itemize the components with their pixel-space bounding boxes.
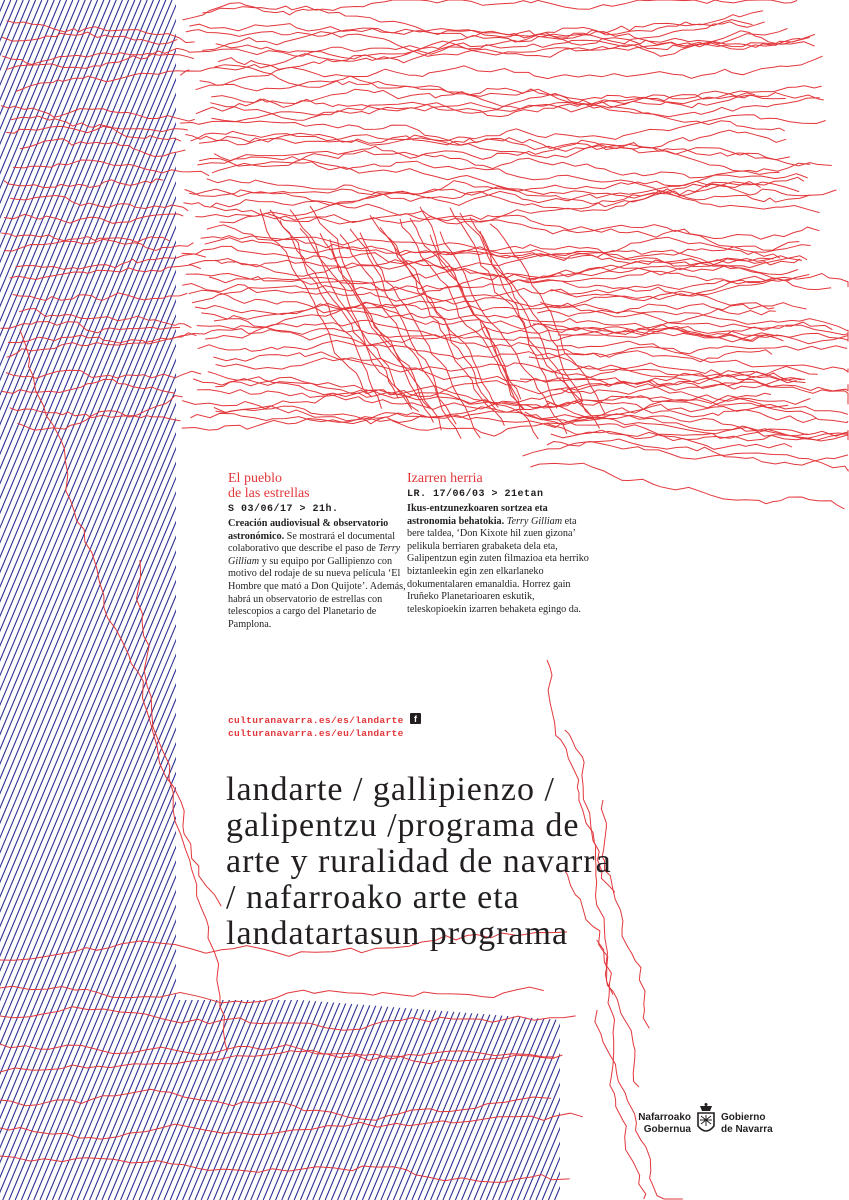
hatch-line [722,0,849,1200]
hatch-line [654,0,849,1200]
hatch-line [0,0,98,1200]
hatch-line [0,0,73,1200]
hatch-line [834,0,849,1200]
logo-left-text: Nafarroako Gobernua [638,1112,691,1135]
hatch-line [691,0,849,1200]
hatch-line [617,0,849,1200]
hatch-line [803,0,849,1200]
contour-line [0,1007,576,1030]
contour-line [210,103,784,131]
hatch-line [790,0,849,1200]
event-es-column [228,471,406,631]
contour-line [182,279,775,301]
contour-line [182,246,774,270]
hatch-line [623,0,849,1200]
hatch-line [0,0,141,1200]
hatch-line [0,0,178,1200]
contour-line [183,3,764,38]
hatch-line [772,0,849,1200]
hatch-line [0,0,160,1200]
hatch-line [821,0,849,1200]
hatch-line [759,0,849,1200]
hatch-line [666,0,849,1200]
hatch-line [660,0,849,1200]
hatch-line [741,0,849,1200]
navarra-coat-of-arms-icon [695,1102,717,1138]
hatch-line [0,0,116,1200]
hatch-line [610,0,849,1200]
contour-line [370,215,496,409]
hatch-line [629,0,849,1200]
link-es[interactable]: culturanavarra.es/es/landarte [228,715,404,726]
contour-line [189,275,809,313]
contour-line [207,163,811,205]
contour-line [595,1010,683,1199]
logo-right-text: Gobierno de Navarra [721,1112,773,1135]
contour-line [551,274,849,295]
hatch-line [679,0,849,1200]
hatch-line [604,0,849,1200]
contour-line [1,233,169,242]
hatch-line [703,0,849,1200]
hatch-line [0,0,36,1200]
hatch-line [784,0,849,1200]
hatch-line [796,0,849,1200]
event-es-description: Creación audiovisual & observatorio astronómico. Se mostrará el documental colaborativo que describe el paso de Terry Gilliam y su equipo por Gallipienzo con motivo del rodaje de su nueva película ‘El Hombre que mató a Don Quijote’. Además, habrá un observatorio de estrellas con telescopios a cargo del Planetario de Pamplona. [228,518,406,630]
headline: landarte / gallipienzo / galipentzu /programa de arte y ruralidad de navarra / nafarroako arte eta landatartasun programa [226,771,612,952]
hatch-line [840,0,849,1200]
contour-line [211,206,820,239]
contour-line [189,181,799,197]
hatch-line [672,0,849,1200]
hatch-line [641,0,849,1200]
hatch-line [716,0,849,1200]
contour-line [526,263,831,290]
event-eu-description: Ikus-entzunezkoaren sortzea eta astronomia behatokia. Terry Gilliam eta bere taldea, ‘Don Kixote hil zuen gizona’ pelikula berriaren grabaketa dela eta, Galipentzun egin zuten filmazioa eta herriko biztanleekin egin zen elkarlaneko dokumentalaren emanaldia. Horrez gain Iruñeko Planetarioaren eskutik, teleskopioekin izarren behaketa egingo da. [407,503,589,615]
contour-line [6,370,201,378]
event-eu-title: Izarren herria [407,471,483,486]
hatch-line [710,0,849,1200]
hatch-line [809,0,849,1200]
hatch-line [734,0,849,1200]
hatch-line [598,0,849,1200]
contour-line [218,56,823,79]
contour-line [186,20,753,39]
hatch-line [765,0,849,1200]
hatch-line [827,0,849,1200]
hatch-line [0,0,203,1200]
contour-line [180,86,822,125]
hatch-line [635,0,849,1200]
facebook-icon[interactable]: f [410,713,421,724]
hatch-line [685,0,849,1200]
hatch-line [0,0,17,1200]
hatch-line [0,0,79,1200]
hatch-line [592,0,849,1200]
link-eu[interactable]: culturanavarra.es/eu/landarte [228,728,404,739]
contour-line [13,293,188,301]
contour-line [202,0,797,13]
event-eu-column [407,471,589,616]
event-eu-date: LR. 17/06/03 > 21etan [407,489,544,500]
links-block [228,714,404,740]
contour-line [400,219,525,410]
hatch-line [747,0,849,1200]
hatch-line [648,0,849,1200]
event-es-date: S 03/06/17 > 21h. [228,504,339,515]
event-es-title: El pueblo de las estrellas [228,471,310,501]
hatch-line [0,0,54,1200]
contour-line [20,139,186,157]
hatch-line [697,0,849,1200]
hatch-line [815,0,849,1200]
